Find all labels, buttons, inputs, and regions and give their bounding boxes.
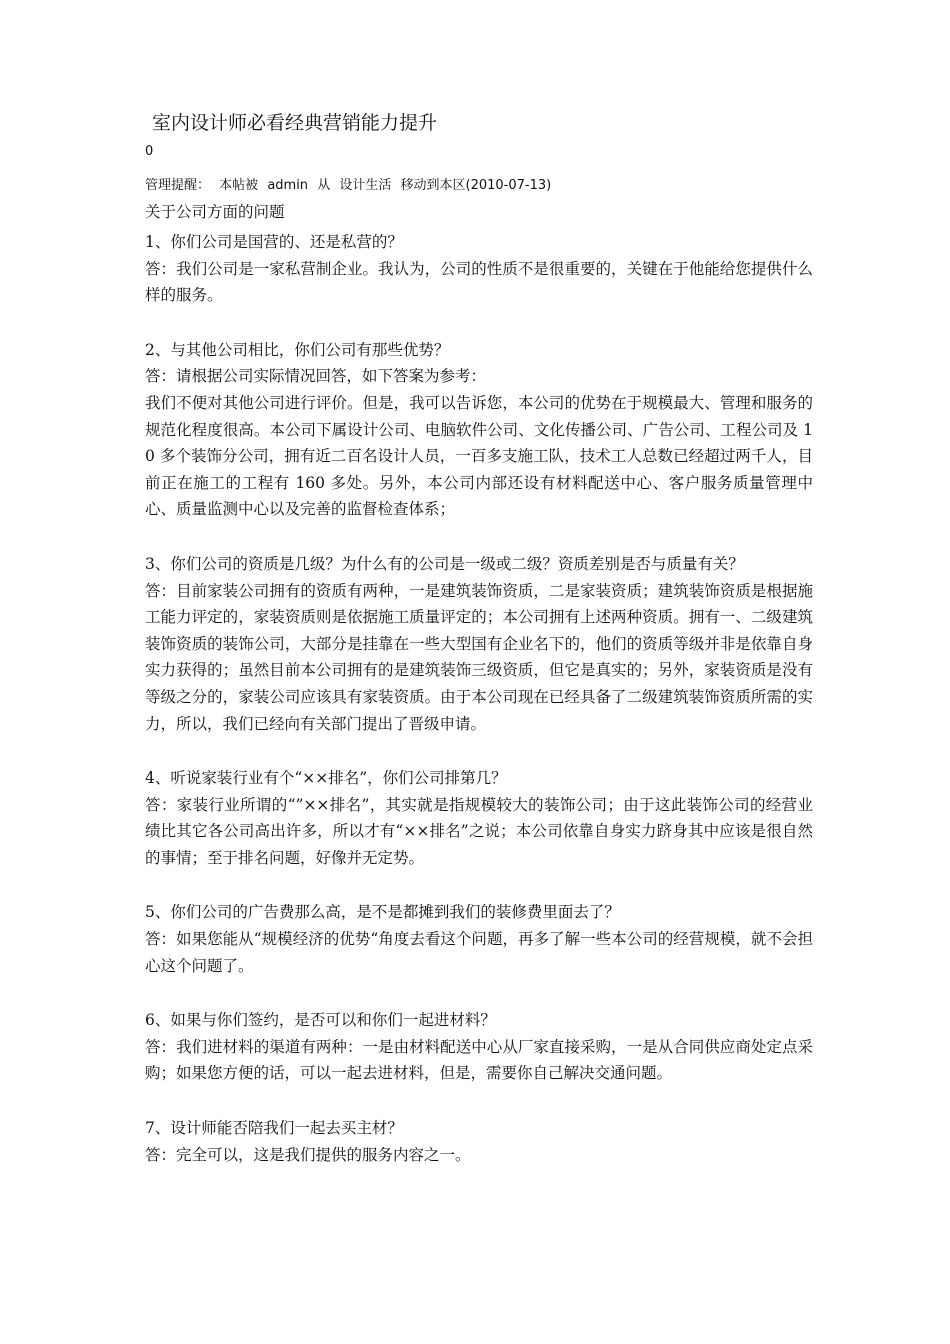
answer-paragraph: 答：请根据公司实际情况回答，如下答案为参考：: [145, 367, 487, 386]
answer-paragraph: 答：我们公司是一家私营制企业。我认为，公司的性质不是很重要的，关键在于他能给您提供什么样的服务。: [145, 259, 813, 305]
notice-forum: 设计生活: [339, 178, 392, 193]
question: 7、设计师能否陪我们一起去买主材？: [145, 1119, 403, 1138]
answer: [145, 256, 813, 309]
qa-item: [145, 765, 813, 871]
notice-label: 管理提醒：: [145, 178, 211, 193]
qa-list: [145, 229, 813, 1168]
qa-item: [145, 1007, 813, 1087]
qa-item: [145, 229, 813, 309]
notice-user: admin: [267, 178, 309, 193]
answer-paragraph: 答：我们进材料的渠道有两种：一是由材料配送中心从厂家直接采购，一是从合同供应商处定点采购；如果您方便的话，可以一起去进材料，但是，需要你自己解决交通问题。: [145, 1037, 813, 1083]
notice-text-2: 从: [317, 178, 331, 193]
qa-item: [145, 337, 813, 523]
question: 5、你们公司的广告费那么高，是不是都摊到我们的装修费里面去了？: [145, 903, 620, 922]
reply-count: 0: [145, 144, 154, 159]
question: 2、与其他公司相比，你们公司有那些优势？: [145, 340, 450, 359]
question: 4、听说家装行业有个“××排名”，你们公司排第几？: [145, 769, 507, 788]
admin-notice: [145, 177, 813, 195]
answer: [145, 363, 813, 523]
qa-item: [145, 1115, 813, 1168]
section-title: 关于公司方面的问题: [145, 203, 285, 221]
notice-text-3: 移动到本区(2010-07-13): [400, 178, 552, 193]
answer-paragraph: 答：如果您能从“规模经济的优势“角度去看这个问题，再多了解一些本公司的经营规模，就不会担心这个问题了。: [145, 930, 813, 975]
page-title: 室内设计师必看经典营销能力提升: [152, 112, 438, 134]
answer-paragraph: 我们不便对其他公司进行评价。但是，我可以告诉您，本公司的优势在于规模最大、管理和服务的规范化程度很高。本公司下属设计公司、电脑软件公司、文化传播公司、广告公司、工程公司及 10 多个装饰分公司，拥有近二百名设计人员，一百多支施工队，技术工人总数已经超过两千人，目前正在施工的工程有 160 多处。另外，本公司内部还设有材料配送中心、客户服务质量管理中心、质量监测中心以及完善的监督检查体系；: [145, 393, 813, 519]
answer: [145, 1034, 813, 1087]
answer-paragraph: 答：完全可以，这是我们提供的服务内容之一。: [145, 1145, 471, 1164]
answer: [145, 1142, 813, 1169]
document-page: [145, 108, 813, 1168]
qa-item: [145, 551, 813, 737]
answer: [145, 926, 813, 979]
question: 6、如果与你们签约，是否可以和你们一起进材料？: [145, 1011, 496, 1030]
answer: [145, 578, 813, 738]
qa-item: [145, 899, 813, 979]
question: 1、你们公司是国营的、还是私营的？: [145, 233, 403, 251]
answer-paragraph: 答：目前家装公司拥有的资质有两种，一是建筑装饰资质，二是家装资质；建筑装饰资质是根据施工能力评定的，家装资质则是依据施工质量评定的；本公司拥有上述两种资质。拥有一、二级建筑装饰资质的装饰公司，大部分是挂靠在一些大型国有企业名下的，他们的资质等级并非是依靠自身实力获得的；虽然目前本公司拥有的是建筑装饰三级资质，但它是真实的；另外，家装资质是没有等级之分的，家装公司应该具有家装资质。由于本公司现在已经具备了二级建筑装饰资质所需的实力，所以，我们已经向有关部门提出了晋级申请。: [145, 581, 813, 733]
question: 3、你们公司的资质是几级？为什么有的公司是一级或二级？资质差别是否与质量有关？: [145, 554, 744, 573]
answer: [145, 792, 813, 872]
notice-text-1: 本帖被: [219, 178, 259, 193]
answer-paragraph: 答：家装行业所谓的“”××排名”，其实就是指规模较大的装饰公司；由于这此装饰公司的经营业绩比其它各公司高出许多，所以才有“××排名”之说；本公司依靠自身实力跻身其中应该是很自然的事情；至于排名问题，好像并无定势。: [145, 795, 813, 867]
